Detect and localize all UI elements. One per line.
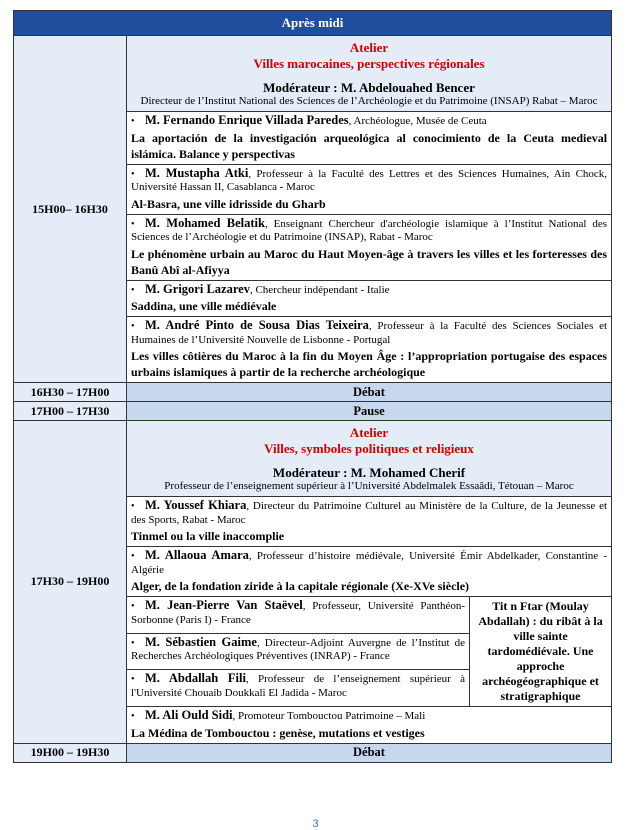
bullet-icon: • [131, 637, 135, 649]
header-row [14, 11, 612, 36]
speaker-van-staevel [127, 597, 470, 634]
program-table [13, 10, 612, 763]
speaker-name: M. Fernando Enrique Villada Paredes [145, 113, 349, 127]
bullet-icon: • [131, 218, 135, 230]
session2-moderator: Modérateur : M. Mohamed Cherif [272, 465, 466, 480]
speaker-fili [127, 670, 470, 707]
session2-moderator-affiliation: Professeur de l’enseignement supérieur à l’Université Abdelmalek Essaâdi, Tétouan – Maroc [164, 480, 574, 492]
speaker-name: M. Mohamed Belatik [145, 215, 265, 230]
speaker-atki [127, 164, 612, 214]
speaker-gaime [127, 633, 470, 670]
debat1-row [14, 383, 612, 402]
session1-atelier [127, 36, 612, 112]
bullet-icon: • [131, 168, 135, 180]
talk-title: Alger, de la fondation ziride à la capitale régionale (Xe-XVe siècle) [131, 579, 470, 593]
speaker-ould-sidi [127, 707, 612, 744]
session2-atelier [127, 421, 612, 497]
speaker-affiliation: , Professeur à la Faculté des Lettres et des Sciences Humaines, Ain Chock, Université Hassan II, Casablanca - Maroc [131, 167, 608, 193]
talk-title: La aportación de la investigación arqueológica al conocimiento de la Ceuta medieval islámica. Balance y perspectivas [131, 130, 608, 161]
bullet-icon: • [131, 321, 135, 332]
speaker-affiliation: , Professeur à la Faculté des Sciences Sociales et Humaines de l’Université Nouvelle de Lisbonne - Portugal [131, 320, 608, 346]
bullet-icon: • [131, 284, 135, 296]
speaker-affiliation: , Professeur, Université Panthéon-Sorbonne (Paris I) - France [131, 600, 465, 626]
session2-time: 17H30 – 19H00 [14, 421, 127, 744]
talk-title: Tinmel ou la ville inaccomplie [131, 529, 285, 543]
session2-theme: Villes, symboles politiques et religieux [264, 441, 474, 456]
afternoon-header: Après midi [14, 11, 612, 36]
group-talk-title: Tit n Ftar (Moulay Abdallah) : du ribât à la ville sainte tardomédiévale. Une approche archéogéographique et stratigraphique [470, 597, 612, 707]
session1-atelier-row [14, 36, 612, 112]
session1-moderator-affiliation: Directeur de l’Institut National des Sciences de l’Archéologie et du Patrimoine (INSAP) Rabat – Maroc [140, 95, 598, 107]
debat1-label: Débat [127, 383, 612, 402]
pause-time: 17H00 – 17H30 [14, 402, 127, 421]
debat2-time: 19H00 – 19H30 [14, 743, 127, 762]
speaker-affiliation: , Enseignant Chercheur d'archéologie islamique à l’Institut National des Sciences de l’Archéologie et du Patrimoine (INSAP), Rabat - Maroc [131, 217, 608, 243]
session2-atelier-label: Atelier [349, 425, 389, 440]
session2-atelier-row [14, 421, 612, 497]
speaker-affiliation: , Promoteur Tombouctou Patrimoine – Mali [232, 710, 426, 722]
page-number: 3 [312, 818, 319, 830]
speaker-affiliation: , Archéologue, Musée de Ceuta [348, 115, 487, 127]
talk-title: Les villes côtières du Maroc à la fin du Moyen Âge : l’appropriation portugaise des espaces urbains islamiques à partir de la recherche archéologique [131, 349, 608, 379]
bullet-icon: • [131, 116, 135, 127]
session1-time: 15H00– 16H30 [14, 36, 127, 383]
speaker-villada [127, 112, 612, 165]
pause-row [14, 402, 612, 421]
speaker-name: M. Sébastien Gaime [145, 634, 257, 649]
speaker-name: M. Youssef Khiara [145, 498, 247, 512]
speaker-name: M. Allaoua Amara [145, 548, 249, 562]
speaker-name: M. Ali Ould Sidi [145, 708, 233, 722]
session1-moderator: Modérateur : M. Abdelouahed Bencer [263, 80, 475, 95]
speaker-name: M. Abdallah Fili [145, 671, 246, 686]
speaker-lazarev [127, 280, 612, 317]
session1-atelier-label: Atelier [349, 40, 389, 55]
speaker-name: M. Jean-Pierre Van Staëvel [145, 598, 303, 612]
talk-title: Le phénomène urbain au Maroc du Haut Moyen-âge à travers les villes et les forteresses des Banû Abî al-Afiyya [131, 246, 608, 277]
debat2-label: Débat [127, 743, 612, 762]
speaker-teixeira [127, 317, 612, 383]
speaker-affiliation: , Directeur du Patrimoine Culturel au Ministère de la Culture, de la Jeunesse et des Sports, Rabat - Maroc [131, 500, 608, 526]
session1-theme: Villes marocaines, perspectives régionales [253, 56, 485, 71]
debat1-time: 16H30 – 17H00 [14, 383, 127, 402]
pause-label: Pause [127, 402, 612, 421]
speaker-affiliation: , Professeur de l’enseignement supérieur à l'Université Chouaib Doukkali El Jadida - Maroc [131, 673, 465, 699]
bullet-icon: • [131, 501, 135, 512]
debat2-row [14, 743, 612, 762]
speaker-name: M. Grigori Lazarev [145, 281, 250, 296]
bullet-icon: • [131, 551, 135, 562]
bullet-icon: • [131, 601, 135, 612]
talk-title: Al-Basra, une ville idrisside du Gharb [131, 196, 326, 211]
speaker-belatik [127, 214, 612, 280]
speaker-affiliation: , Directeur-Adjoint Auvergne de l’Institut de Recherches Archéologiques Préventives (INRAP) - France [131, 636, 465, 663]
bullet-icon: • [131, 674, 135, 686]
bullet-icon: • [131, 711, 135, 722]
speaker-amara [127, 547, 612, 597]
speaker-affiliation: , Chercheur indépendant - Italie [249, 283, 390, 296]
speaker-khiara [127, 497, 612, 547]
speaker-name: M. Mustapha Atki [145, 165, 249, 180]
talk-title: Saddina, une ville médiévale [131, 299, 277, 313]
talk-title: La Médina de Tombouctou : genèse, mutations et vestiges [131, 725, 425, 740]
speaker-affiliation: , Professeur d’histoire médiévale, Université Émir Abdelkader, Constantine - Algérie [131, 550, 608, 576]
speaker-name: M. André Pinto de Sousa Dias Teixeira [145, 318, 369, 332]
